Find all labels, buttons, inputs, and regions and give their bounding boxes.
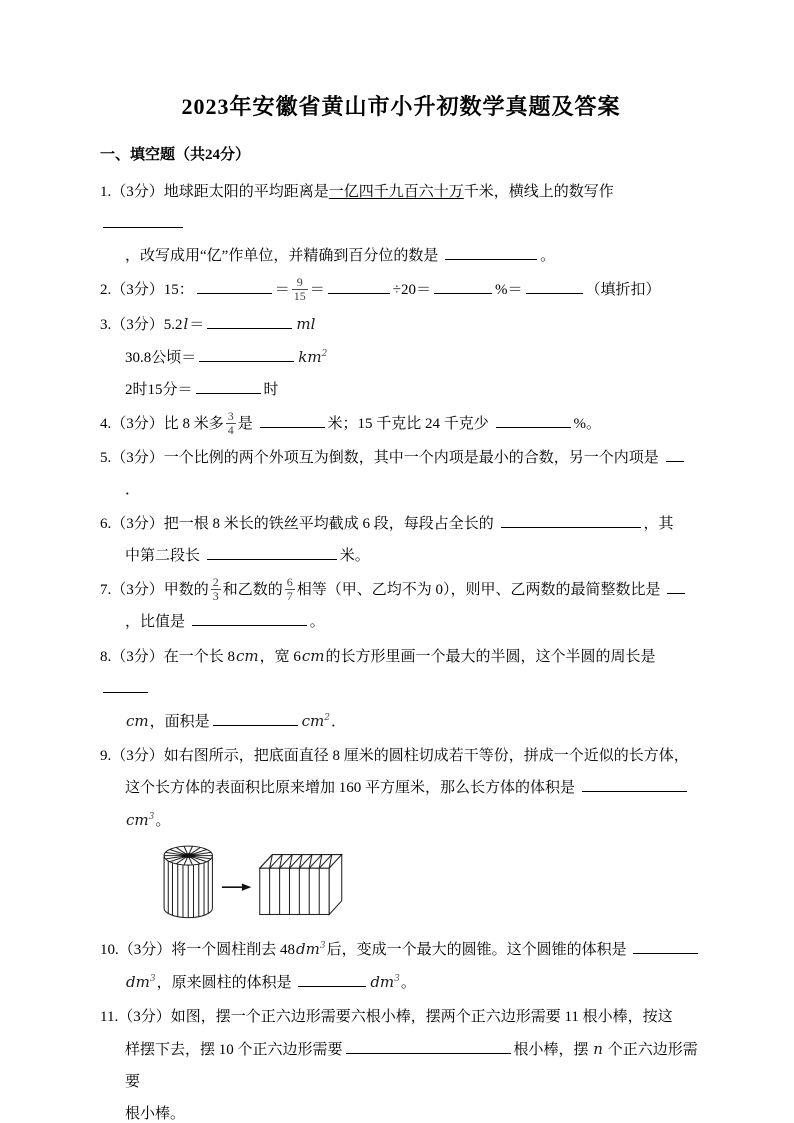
question-text: 4.（3分）比 8 米多 bbox=[100, 416, 224, 432]
question-3-line bbox=[100, 308, 702, 341]
fraction bbox=[290, 276, 310, 303]
question-text: （填折扣） bbox=[585, 282, 661, 298]
question-text: 9.（3分）如右图所示，把底面直径 8 厘米的圆柱切成若干等份，拼成一个近似的长方体， bbox=[100, 748, 689, 764]
answer-blank bbox=[103, 678, 148, 693]
fraction bbox=[224, 410, 238, 437]
unit-exponent: 3 bbox=[148, 812, 155, 822]
answer-blank bbox=[526, 279, 583, 294]
question-8 bbox=[100, 640, 702, 738]
question-text: 。 bbox=[309, 614, 325, 630]
answer-blank bbox=[260, 413, 325, 428]
question-2-line bbox=[100, 274, 702, 306]
question-text: 8.（3分）在一个长 8 bbox=[100, 649, 236, 665]
question-text: 米。 bbox=[339, 548, 370, 564]
question-text: 3.（3分）5.2 bbox=[100, 317, 183, 333]
question-text: ＝ bbox=[189, 317, 205, 333]
question-6-line bbox=[100, 508, 702, 540]
answer-blank bbox=[667, 579, 685, 594]
question-7 bbox=[100, 574, 702, 638]
question-9-line bbox=[100, 804, 702, 837]
unit-text: $dm^3$ bbox=[296, 940, 326, 958]
question-text: ，改写成用“亿”作单位，并精确到百分位的数是 bbox=[125, 248, 443, 264]
unit-text: cm bbox=[301, 647, 325, 665]
answer-blank bbox=[434, 279, 492, 294]
question-text: ÷20＝ bbox=[392, 282, 432, 298]
answer-blank bbox=[582, 777, 687, 792]
fraction-numerator: 9 bbox=[296, 274, 303, 289]
answer-blank bbox=[103, 213, 183, 228]
right-arrow-icon bbox=[222, 883, 251, 890]
question-text: 。 bbox=[540, 248, 556, 264]
question-6-line bbox=[100, 540, 702, 572]
question-text: ． bbox=[331, 714, 347, 730]
question-11-line bbox=[100, 1001, 702, 1033]
unit-exponent: 2 bbox=[324, 713, 330, 723]
answer-blank bbox=[199, 347, 294, 362]
question-text: ，面积是 bbox=[149, 714, 210, 730]
question-text: %＝ bbox=[495, 282, 523, 298]
question-text: ，原来圆柱的体积是 bbox=[156, 975, 296, 991]
answer-blank bbox=[196, 379, 261, 394]
question-text: 。 bbox=[155, 813, 171, 829]
question-text: ，宽 6 bbox=[259, 649, 301, 665]
question-text: 是 bbox=[237, 416, 257, 432]
unit-text: l bbox=[183, 315, 189, 333]
striped-cylinder bbox=[164, 846, 212, 917]
fraction-numerator: 3 bbox=[227, 408, 234, 423]
unit-exponent: 3 bbox=[149, 974, 156, 984]
question-text: 米；15 千克比 24 千克少 bbox=[327, 416, 493, 432]
answer-blank bbox=[298, 972, 366, 987]
answer-blank bbox=[213, 711, 298, 726]
unit-text: ml bbox=[296, 315, 316, 333]
question-text: 10.（3分）将一个圆柱削去 48 bbox=[100, 942, 296, 958]
question-5-line bbox=[100, 442, 702, 474]
question-text: 2.（3分）15： bbox=[100, 282, 194, 298]
question-4-line bbox=[100, 408, 702, 440]
question-text: 5.（3分）一个比例的两个外项互为倒数，其中一个内项是最小的合数，另一个内项是 bbox=[100, 450, 663, 466]
question-text: ，其 bbox=[643, 516, 674, 532]
answer-blank bbox=[197, 279, 272, 294]
fraction bbox=[283, 576, 297, 603]
unit-text: $dm^3$ bbox=[370, 973, 400, 991]
question-1-line bbox=[100, 240, 702, 272]
question-text: 11.（3分）如图，摆一个正六边形需要六根小棒，摆两个正六边形需要 11 根小棒，按这 bbox=[100, 1009, 673, 1025]
question-3-line bbox=[100, 341, 702, 374]
unit-text: n bbox=[593, 1040, 603, 1058]
answer-blank bbox=[666, 447, 684, 462]
question-text: 根小棒，摆 bbox=[513, 1042, 593, 1058]
question-text: 中第二段长 bbox=[125, 548, 204, 564]
question-text: 根小棒。 bbox=[125, 1106, 186, 1122]
fraction-denominator: 15 bbox=[293, 289, 306, 304]
unit-exponent: 3 bbox=[319, 941, 326, 951]
unit-text: $km^2$ bbox=[298, 348, 328, 366]
question-8-line bbox=[100, 640, 702, 705]
question-text: 时 bbox=[263, 382, 279, 398]
answer-blank bbox=[496, 413, 571, 428]
answer-blank bbox=[207, 314, 292, 329]
underlined-number-text: 一亿四千九百六十万 bbox=[328, 184, 464, 200]
question-text: 7.（3分）甲数的 bbox=[100, 582, 209, 598]
question-3 bbox=[100, 308, 702, 406]
question-11-line bbox=[100, 1033, 702, 1098]
question-5 bbox=[100, 442, 702, 506]
fraction-denominator: 3 bbox=[212, 589, 219, 604]
question-10-line bbox=[100, 966, 702, 999]
question-3-line bbox=[100, 374, 702, 406]
fraction-numerator: 6 bbox=[286, 574, 293, 589]
question-9 bbox=[100, 740, 702, 925]
section-heading: 一、填空题（共24分） bbox=[100, 147, 251, 163]
question9-figure bbox=[160, 843, 702, 925]
cylinder-to-cuboid-diagram bbox=[160, 843, 350, 925]
question-9-line bbox=[100, 772, 702, 804]
question-text: 这个长方体的表面积比原来增加 160 平方厘米，那么长方体的体积是 bbox=[125, 780, 579, 796]
answer-blank bbox=[445, 245, 537, 260]
question-text: 6.（3分）把一根 8 米长的铁丝平均截成 6 段，每段占全长的 bbox=[100, 516, 498, 532]
question-5-line bbox=[100, 474, 702, 506]
question-10-line bbox=[100, 933, 702, 966]
answer-blank bbox=[328, 279, 390, 294]
unit-exponent: 2 bbox=[321, 349, 328, 359]
question-text: 2时15分＝ bbox=[125, 382, 193, 398]
fraction bbox=[209, 576, 223, 603]
question-9-line bbox=[100, 740, 702, 772]
question-text: ＝ bbox=[274, 282, 290, 298]
unit-text: $dm^3$ bbox=[126, 973, 156, 991]
question-text: 1.（3分）地球距太阳的平均距离是 bbox=[100, 184, 329, 200]
sliced-cuboid bbox=[260, 855, 342, 915]
question-1-line bbox=[100, 176, 702, 240]
question-text: 30.8公顷＝ bbox=[125, 350, 197, 366]
question-text: 的长方形里画一个最大的半圆，这个半圆的周长是 bbox=[325, 649, 656, 665]
question-9-line bbox=[100, 843, 702, 925]
question-text: ＝ bbox=[309, 282, 325, 298]
answer-blank bbox=[207, 545, 337, 560]
question-7-line bbox=[100, 574, 702, 606]
question-2 bbox=[100, 274, 702, 306]
answer-blank bbox=[346, 1039, 511, 1054]
question-8-line bbox=[100, 705, 702, 738]
fraction-numerator: 2 bbox=[212, 574, 219, 589]
page-title: 2023年安徽省黄山市小升初数学真题及答案 bbox=[181, 94, 621, 119]
question-text: 。 bbox=[400, 975, 416, 991]
unit-text: $cm^2$ bbox=[301, 712, 330, 730]
question-6 bbox=[100, 508, 702, 572]
question-text: 后，变成一个最大的圆锥。这个圆锥的体积是 bbox=[326, 942, 631, 958]
unit-exponent: 3 bbox=[394, 974, 400, 984]
fraction-denominator: 7 bbox=[286, 589, 293, 604]
question-7-line bbox=[100, 606, 702, 638]
unit-text: $cm^3$ bbox=[126, 811, 155, 829]
question-text: 个正六边形需要 bbox=[125, 1042, 698, 1090]
question-10 bbox=[100, 933, 702, 999]
question-text: ，比值是 bbox=[125, 614, 189, 630]
fraction-denominator: 4 bbox=[227, 423, 234, 438]
answer-blank bbox=[192, 611, 307, 626]
question-text: 相等（甲、乙均不为 0），则甲、乙两数的最简整数比是 bbox=[296, 582, 665, 598]
question-11 bbox=[100, 1001, 702, 1123]
question-text: 和乙数的 bbox=[222, 582, 283, 598]
question-4 bbox=[100, 408, 702, 440]
question-text: 样摆下去，摆 10 个正六边形需要 bbox=[125, 1042, 343, 1058]
unit-text: cm bbox=[236, 647, 259, 665]
question-text: ． bbox=[125, 482, 141, 498]
answer-blank bbox=[501, 513, 641, 528]
question-text: %。 bbox=[573, 416, 602, 432]
question-11-line bbox=[100, 1098, 702, 1123]
answer-blank bbox=[633, 939, 698, 954]
question-1 bbox=[100, 176, 702, 272]
unit-text: cm bbox=[126, 712, 149, 730]
questions bbox=[100, 176, 702, 1123]
question-text: 千米，横线上的数写作 bbox=[463, 184, 614, 200]
